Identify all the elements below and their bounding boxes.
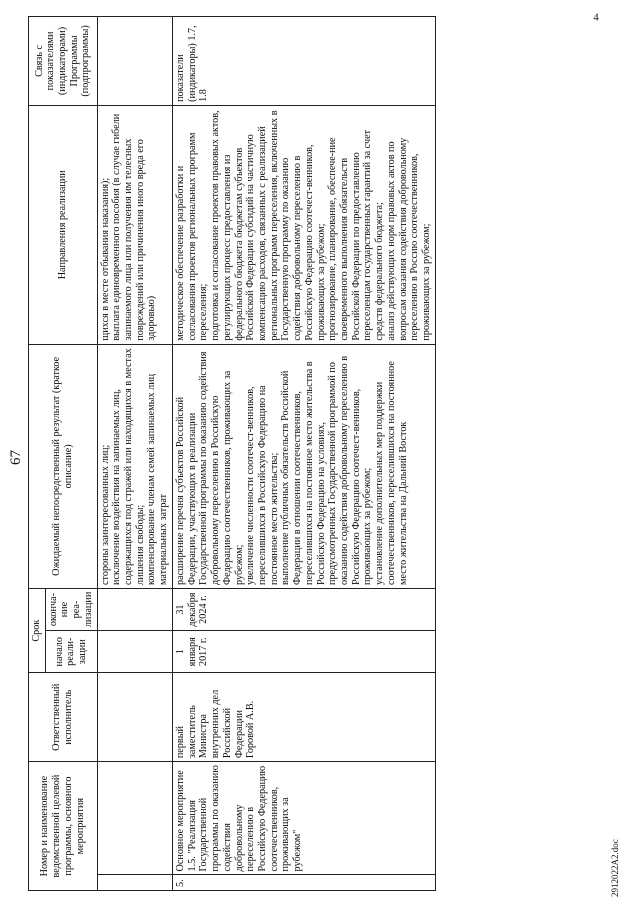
- header-end: оконча-ние реа-лизации: [45, 588, 97, 630]
- cell-directions-continuation: щихся в месте отбывания наказания); выплата единовременного пособия (в случае гибели запинаемого лица или получения им телесных повреждений или причинения иного вреда его здоровью): [97, 105, 172, 344]
- cell-result-continuation: стороны заинтересованных лиц; исключение воздействия на запинаемых лиц, содержащихся под стражей или находящихся в местах лишения свободы; компенсирование членам семей запинаемых лиц материальных затрат: [97, 344, 172, 588]
- table-row-continuation: [97, 17, 172, 891]
- program-table: [28, 16, 436, 891]
- cell-directions: методическое обеспечение разработки и согласования проектов региональных программ переселения; подготовка и согласование проектов правовых актов, регулирующих процесс предоставления из федерального бюджета бюджетам субъектов Российской Федерации субсидий на частичную компенсацию расходов, связанных с реализацией региональных программ переселения, включенных в Государственную программу по оказанию содействия добровольному переселению в Российскую Федерацию соотечест-венников, проживающих за рубежом; прогнозирование, планирование, обеспече-ние своевременного выполнения обязательств Российской Федерации по предоставлению переселенцам государственных гарантий за счет средств федерального бюджета; анализ действующих норм правовых актов по вопросам оказания содействия добровольному переселению в Россию соотечественников, проживающих за рубежом;: [172, 105, 435, 344]
- header-start: начало реали-зации: [45, 631, 97, 673]
- footer-filename: 2912022A2.doc: [610, 839, 620, 897]
- cell-link: показатели (индикаторы) 1.7, 1.8: [172, 17, 435, 106]
- header-link: Связь с показателями (индикаторами) Программы (подпрограммы): [29, 17, 98, 106]
- cell-start: 1 января 2017 г.: [172, 631, 435, 673]
- header-term: Срок: [29, 588, 46, 672]
- cell-end: 31 декабря 2024 г.: [172, 588, 435, 630]
- header-directions: Направления реализации: [29, 105, 98, 344]
- header-responsible: Ответственный исполнитель: [29, 673, 98, 762]
- header-result: Ожидаемый непосредственный результат (краткое описание): [29, 344, 98, 588]
- cell-result: расширение перечня субъектов Российской Федерации, участвующих в реализации Государственной программы по оказанию содействия добровольному переселению в Российскую Федерацию соотечественников, проживающих за рубежом; увеличение численности соотечест-венников, переселившихся в Российскую Федерацию на постоянное место жительства; выполнение публичных обязательств Российской Федерации в отношении соотечественников, переселившихся на постоянное место жительства в Российскую Федерацию на условиях, предусмотренных Государственной программой по оказанию содействия добровольному переселению в Российскую Федерацию соотечест-венников, проживающих за рубежом; установление дополнительных мер поддержки соотечественников, переселившихся на постоянное место жительства на Дальний Восток: [172, 344, 435, 588]
- cell-name: Основное мероприятие 1.5. "Реализация Государственной программы по оказанию содействия добровольному переселению в Российскую Федерацию соотечественников, проживающих за рубежом": [172, 762, 435, 875]
- page-number: 67: [8, 450, 24, 465]
- table-row: [172, 17, 435, 891]
- cell-number: 5.: [172, 875, 435, 891]
- side-mark: 4: [593, 11, 599, 24]
- cell-responsible: первый заместитель Министра внутренних дел Российской Федерации Горовой А.В.: [172, 673, 435, 762]
- header-name: Номер и наименование ведомственной целевой программы, основного мероприятия: [29, 762, 98, 891]
